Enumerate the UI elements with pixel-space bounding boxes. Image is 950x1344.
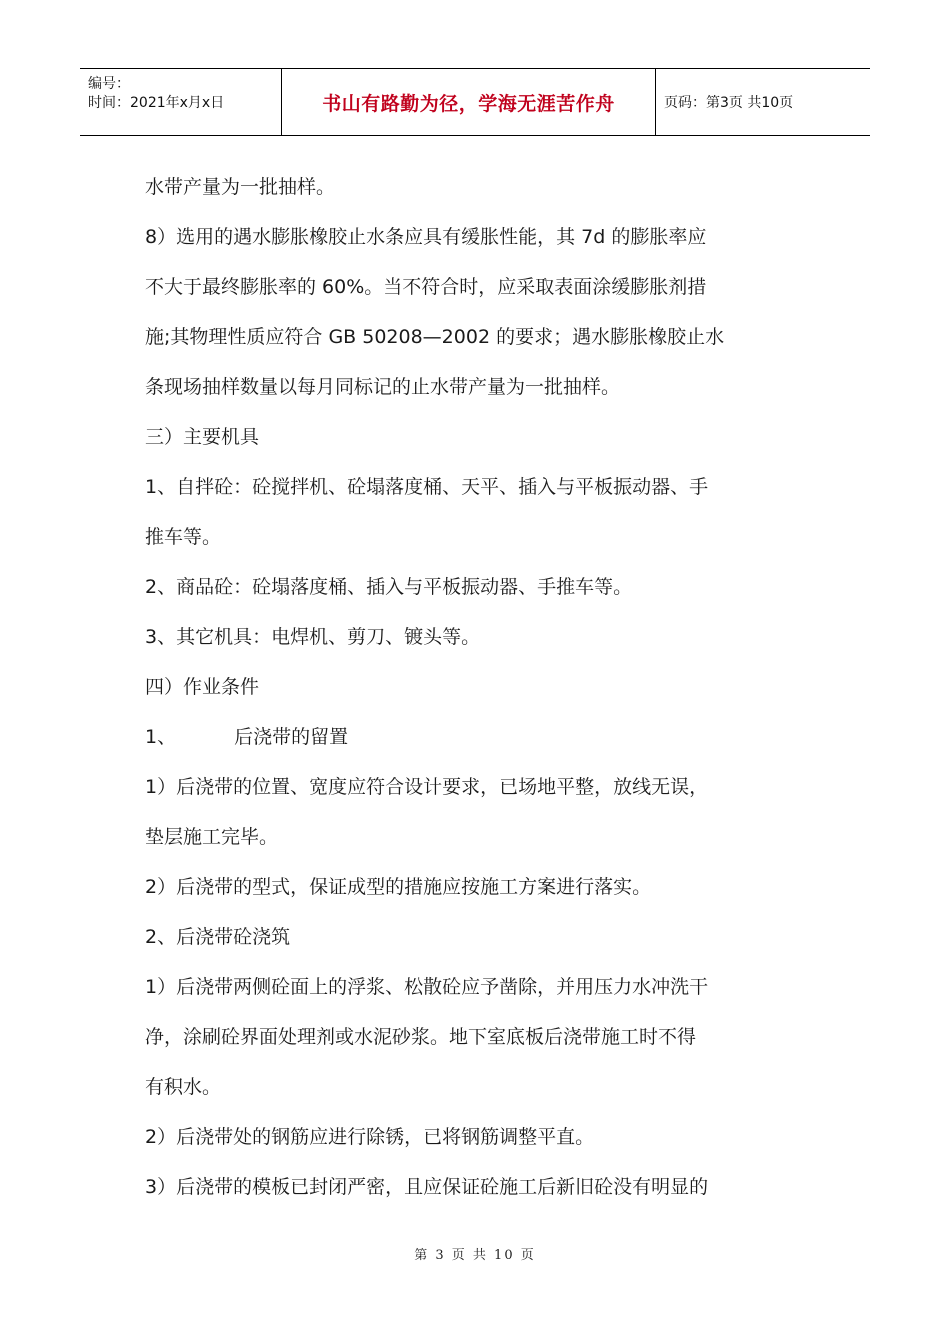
subsection-title: 后浇带的留置 [234,726,349,748]
document-header [80,68,870,136]
body-line: 1、自拌砼：砼搅拌机、砼塌落度桶、天平、插入与平板振动器、手 [145,476,709,498]
header-motto: 书山有路勤为径，学海无涯苦作舟 [322,92,615,115]
subsection-heading: 2、后浇带砼浇筑 [145,926,291,948]
body-line: 3）后浇带的模板已封闭严密，且应保证砼施工后新旧砼没有明显的 [145,1176,709,1198]
body-line: 1）后浇带的位置、宽度应符合设计要求，已场地平整，放线无误， [145,776,709,798]
body-line: 2）后浇带处的钢筋应进行除锈，已将钢筋调整平直。 [145,1126,595,1148]
body-line: 水带产量为一批抽样。 [145,176,336,198]
body-line: 1）后浇带两侧砼面上的浮浆、松散砼应予凿除，并用压力水冲洗干 [145,976,709,998]
body-line: 3、其它机具：电焊机、剪刀、镀头等。 [145,626,481,648]
body-line: 有积水。 [145,1076,222,1098]
header-page-info: 页码：第3页 共10页 [664,95,794,111]
page-footer: 第 3 页 共 10 页 [414,1248,536,1263]
document-time-label: 时间：2021年x月x日 [88,95,225,111]
body-line: 8）选用的遇水膨胀橡胶止水条应具有缓胀性能，其 7d 的膨胀率应 [145,226,707,248]
section-heading: 三）主要机具 [145,426,260,448]
body-line: 条现场抽样数量以每月同标记的止水带产量为一批抽样。 [145,376,621,398]
body-line: 净，涂刷砼界面处理剂或水泥砂浆。地下室底板后浇带施工时不得 [145,1026,697,1048]
body-line: 2、商品砼：砼塌落度桶、插入与平板振动器、手推车等。 [145,576,633,598]
body-line: 施;其物理性质应符合 GB 50208—2002 的要求；遇水膨胀橡胶止水 [145,326,725,348]
header-page-cell [656,69,870,135]
body-line: 推车等。 [145,526,222,548]
document-body [145,162,810,1212]
document-number-label: 编号： [88,76,130,92]
body-line: 垫层施工完毕。 [145,826,279,848]
subsection-heading [145,712,810,762]
header-motto-cell [282,69,656,135]
subsection-number: 1、 [145,726,177,748]
header-meta-cell [80,69,282,135]
body-line: 不大于最终膨胀率的 60%。当不符合时，应采取表面涂缓膨胀剂措 [145,276,707,298]
section-heading: 四）作业条件 [145,676,260,698]
body-line: 2）后浇带的型式，保证成型的措施应按施工方案进行落实。 [145,876,652,898]
